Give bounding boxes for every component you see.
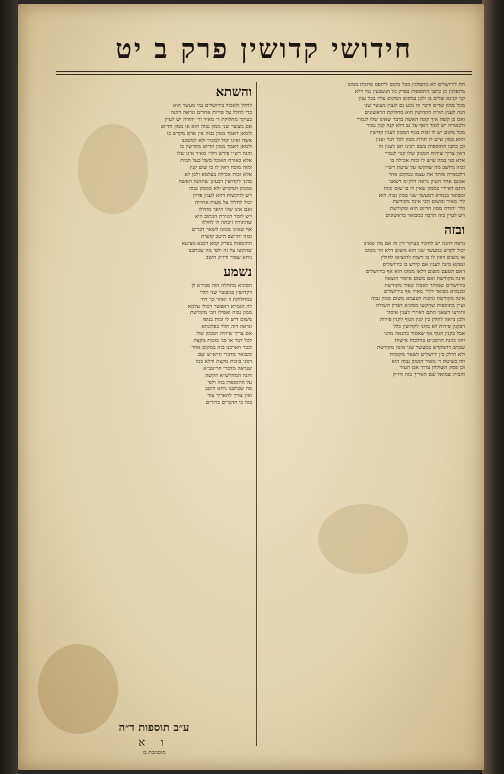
text-line: ונפקא מינה לענין אם קידש בו בירושלים — [382, 261, 465, 268]
text-line: קני קנינא שלים בו ולכן במקום המקום עליו בכל ענין — [358, 95, 465, 102]
text-line: שנראה מדברי הריטב״א — [203, 365, 252, 372]
text-line: מה שכתבנו ניחא היטב — [205, 386, 252, 393]
text-line: על התוספות בזה ולפי — [207, 379, 252, 386]
text-line: אלא כאורח האוכל משל בעל הבית — [180, 158, 252, 165]
text-line: לה הגמרא דאפשר דכולי עלמא — [187, 303, 252, 310]
text-line: ולר׳ יהודה ממון הדיוט הוא ומקודשת — [389, 206, 465, 213]
text-line: התוספות בפרק קמא דבבא מציעא — [181, 241, 252, 248]
text-line: ועיין בתוספות שהקשו מסוגיא דפרק השולח — [375, 303, 465, 310]
text-line: יכול לחללו על מעות אחרות — [194, 199, 252, 206]
text-line: ומזה מוכח דאין לו בו שום קנין — [189, 165, 252, 172]
text-line: לר׳ מאיר ומשום הכי אינה מקודשת — [392, 199, 465, 206]
right-column — [261, 82, 465, 746]
text-line: ואם כן קשה איך קונה האשה בדבר שאינו שלו לגמרי — [356, 116, 465, 123]
text-line: אלא זכות אכילה בעלמא ולכן לא — [184, 172, 252, 179]
text-line: מממון המקדש ולא מממון גבוה — [188, 185, 252, 192]
text-line: ויש לומר דגזירת הכתוב היא — [194, 213, 252, 220]
page-header: חידושי קדושין פרק ב יט — [115, 33, 413, 65]
text-line: ממון גבוה ואפילו הכי מקודשת — [190, 310, 252, 317]
text-line: לחלל ולאכול בירושלים נמי מעשר הוא — [173, 103, 252, 109]
text-line: ובזה מיושב מה שהקשו על שיטת רש״י — [385, 164, 465, 171]
header-rule — [56, 74, 472, 75]
text-line: יכול לקדש במעשר שני הוא משום דלא הוי ממונו — [364, 248, 465, 255]
text-line: אם צריך שיהיה הממון שלו — [196, 331, 252, 338]
text-line: בעיקר מחלוקת ר׳ מאיר ור׳ יהודה יש לעיין — [164, 116, 252, 123]
text-line: מכל מקום יש לו זכות בגוף הממון לענין קדושין — [369, 130, 465, 137]
lemma-heading: והשתא — [215, 85, 252, 100]
text-line: ויש לעיין בזה הרבה כמבואר בראשונים — [385, 213, 465, 220]
column-divider — [256, 82, 257, 746]
text-line: התם דאיירי בממון שאין לו בו שום זכות — [383, 185, 465, 192]
footer-note: מוסמכת בו — [142, 750, 166, 756]
book-page — [18, 4, 484, 770]
text-line: ואם אינו שלו היאך מחללו — [198, 206, 252, 213]
text-line: ובגמרא מבואר דלר׳ מאיר אף בירושלים — [383, 289, 465, 296]
text-line: דלכאורה סותר את עצמו במקום אחר — [388, 171, 465, 178]
text-line: שהתורה זיכתה לו לחללו — [201, 220, 252, 227]
text-line: בזה כי הדברים ברורים — [205, 400, 252, 407]
text-line: ומבואר בגמרא דמעשר שני ממון גבוה הוא — [378, 192, 465, 199]
page-footer — [54, 721, 254, 756]
text-line: משום דיש לו זכות בגופו — [202, 317, 252, 324]
text-line: ניחא שפיר ודו״ק היטב — [205, 254, 252, 261]
text-line: דקדושין במעשר שני תלוי — [199, 289, 252, 296]
signature-mark: ו א — [138, 736, 170, 749]
text-line: מהני לקדושין דבעינן שתהנה האשה — [178, 178, 252, 185]
text-line: אם מעשר שני ממון גבוה הוא או ממון הדיוט — [160, 123, 252, 130]
text-line: אמנם אחר העיון נראה דלק״מ דשאני — [388, 178, 465, 185]
text-line: והנה רש״י פירש דלר׳ מאיר אינו שלו — [176, 151, 252, 158]
text-line: חת לירושלים לא מתפלגין מכל מקום ליתפס מחמת ממונו — [347, 82, 465, 88]
text-line: ואין צורך להאריך עוד — [207, 393, 252, 400]
book-edge — [482, 0, 504, 774]
text-line: הסוגיא מתחלה הוה סבירא לן — [191, 282, 252, 289]
text-line: וזהו כוונת הרמב״ם בהלכות אישות — [394, 337, 465, 344]
catchword-title: ע״ב תוספות ד״ה — [118, 721, 190, 734]
text-line: נראה דהנה יש לחקור בעיקר דין זה אם מה שאינו — [363, 241, 465, 248]
text-line: דאין צריך שיהיה הממון שלו קנוי לגמרי — [384, 151, 465, 158]
text-line: לכל דבר או סגי בזכות מקצת — [193, 338, 252, 345]
text-line: אלא סגי במה שיש לו זכות אכילה בו — [390, 157, 465, 164]
text-line: שהקשו על זה ולפי מה שכתבנו — [188, 248, 252, 255]
text-line: ומבואר מדברי הרא״ש שם — [197, 351, 252, 358]
text-line: והנה המהרש״א הקשה — [205, 372, 252, 379]
text-line: וכן פסק השולחן ערוך אבן העזר — [399, 365, 465, 372]
text-line: ולכן נראה לחלק בין קנין הגוף לקנין פירות — [379, 317, 465, 324]
text-line: כדי לחלל על פירות אחרים ונראה דהנה — [170, 109, 252, 116]
text-line: וזה כשיטת ר׳ מאיר דממון גבוה הוא — [391, 358, 465, 365]
text-line: דאם הטעם משום דלאו ממונו הוא אף בירושלים — [365, 268, 465, 275]
text-line: ויש להקשות דהא לענין פדיון — [192, 192, 252, 199]
text-line: שכתב דהמקדש במעשר שני אינה מקודשת — [376, 344, 465, 351]
text-line: מתפלגין כן כתבו התוספות בפרק כל הנשבעין נמי דלא — [354, 88, 465, 95]
text-line: אינה מקודשת ואם משום איסור הוצאה — [384, 275, 465, 282]
text-line: ותירצו דשאני התם דאיירי לענין איסור — [386, 310, 465, 317]
text-line: ולכאורה יש לומר דאף על גב דלא קנה קנין גמור — [366, 123, 465, 130]
text-line: במחלוקת זו ואחר כך דחי — [200, 296, 252, 303]
lemma-heading: ובזה — [444, 223, 465, 239]
text-line: ונראה דזה תלוי בפלוגתא — [201, 324, 252, 331]
text-line: דבקנין פירות לא מהני לקדושין כלל — [393, 324, 465, 330]
lemma-heading: נשמע — [223, 264, 252, 280]
book-gutter — [0, 0, 18, 774]
text-line: דסגי בזכות מקצת ודלא כמו — [195, 358, 252, 365]
text-line: וכן כתבו התוספות בשם רבינו תם לענין זה — [378, 144, 465, 151]
text-line: אף שאינו ממונו לשאר דברים — [191, 227, 252, 234]
text-line: ולמאן דאמר ממון גבוה אין אדם מקדש בו — [166, 130, 252, 137]
header-rule — [56, 71, 472, 72]
text-line: וכבר הארכנו בזה במקום אחר — [191, 345, 252, 351]
text-line: הנה לענין תורת הקדושין הוא מחלוקת הראשונים — [364, 109, 465, 116]
text-line: והוא ממון שיש לו תורת ממון לכל דבר וענין — [375, 137, 465, 144]
text-line: או משום דאין לו בו רשות להוציאו לחולין — [380, 254, 465, 261]
text-line: ולא חילק בין ירושלים לשאר מקומות — [389, 351, 465, 358]
text-line: אשה ואינו יכול למכרו ולא למשכנו — [181, 137, 252, 144]
text-line: אינה מקודשת ומוכח דטעמא משום ממון גבוה — [371, 296, 465, 303]
text-line: ובזה יתיישב היטב קושית — [201, 234, 252, 241]
text-line: מכל ממון שדים ודבר זה נוגע גם לענין מעשר שני — [364, 102, 465, 109]
text-line: והבית שמואל שם האריך בזה ודו״ק — [392, 372, 465, 379]
text-line: ולמאן דאמר ממון הדיוט מקדשין בו — [179, 144, 252, 151]
text-line: אבל בקנין הגוף אף שאסור בהנאה מהני — [383, 330, 465, 337]
text-line: בירושלים שמותר לאכלו שפיר מקודשת — [384, 282, 465, 289]
left-column — [52, 82, 252, 746]
